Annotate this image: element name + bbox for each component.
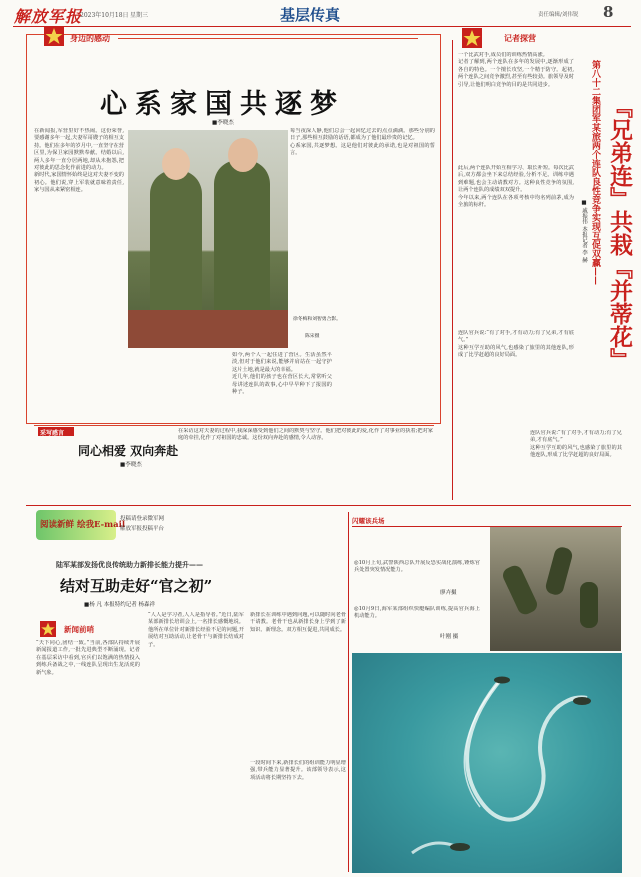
soldier-face bbox=[162, 148, 190, 180]
story2-body-a: “人人是学习者,人人是指导者。”近日,陆军某部新排长培训会上,一名排长感慨地说。他所在单位针对新排长经验不足的问题,开展结对互助活动,让老骨干与新排长结成对子。 bbox=[148, 612, 244, 648]
soldier-face bbox=[228, 138, 258, 172]
news-column: 新闻前哨 bbox=[64, 625, 94, 634]
story2-body-c: 一段时间下来,新排长们的组训能力明显增强,带兵能力显著提升。该部领导表示,这项活动将长期坚持下去。 bbox=[250, 760, 346, 781]
sidebar-col3b: 连队官兵说:“有了对手,才有动力;有了兄弟,才有底气。” 这种互学互助的风气,也感染了旅里的其他连队,形成了比学赶超的良好局面。 bbox=[530, 430, 622, 459]
sidebar-column: 记者探营 bbox=[504, 33, 536, 43]
feature-column: 身边的感动 bbox=[70, 33, 110, 43]
feature-body-left: 在新闻报,军营里好不热闹。这份荣誉,要感谢多年一起,夫妻军哥嫂子的相互支持。他们在多年的岁月中,一直坚守在营区里,为保卫家园默默奉献。结婚以后,两人多年一直分居两地,却从未抱怨,把对彼此的思念化作前进的动力。 新时代,家国情怀始终是这对夫妻不变的初心。他们说,穿上军装就意味着责任,家与国从来紧密相连。 bbox=[34, 128, 124, 194]
sidebar-col1: 一个比武对手,成员们的训练热情高涨。 记者了解到,两个连队在多年的发展中,逐渐形成了各自的特色。一个擅长攻坚,一个精于防守。起初,两个连队之间竞争激烈,甚至有些较劲。旅领导及时引导,让他们明白竞争的目的是共同进步。 bbox=[458, 52, 574, 88]
editors: 责任编辑/刘伟锐 bbox=[538, 12, 579, 18]
photo-credit1: 廖卉摄 bbox=[440, 590, 457, 596]
sidebar-col2: 此后,两个连队开始互相学习、取长补短。每次比武后,双方都会坐下来总结经验,分析不足。训练中遇到难题,也会主动请教对方。这种良性竞争的氛围,让两个连队的成绩双双提升。 今年以来,两个连队在各项考核中均名列前茅,成为全旅的标杆。 bbox=[458, 165, 574, 209]
news-body: “天下同心,团结一致。”当前,各部队持续开展新闻报道工作,一批先进典型不断涌现。记者在基层采访中看到,官兵们以饱满的热情投入到练兵备战之中,一线连队呈现出生龙活虎的新气象。 bbox=[36, 640, 140, 676]
soldier-figure bbox=[500, 563, 539, 617]
photo-caption2: ◎10月9日,海军某部组织快艇编队训练,提高官兵海上机动能力。 bbox=[354, 606, 480, 620]
feature-photo bbox=[128, 130, 288, 348]
sidebar-headline: 『兄弟连』共栽『并蒂花』 bbox=[606, 95, 633, 371]
column-rule bbox=[118, 38, 418, 39]
boat-wakes bbox=[352, 653, 622, 873]
boat-photo bbox=[352, 653, 622, 873]
story2-body-b: 新排长在训练中遇到问题,可以随时向老骨干请教。老骨干也从新排长身上学到了新知识、新理念。双方相互促进,共同成长。 bbox=[250, 612, 346, 633]
header-rule bbox=[13, 26, 631, 27]
books bbox=[128, 310, 288, 348]
photo-caption1: ◎10月上旬,武警陕西总队开展反恐实战化演练,锤炼官兵处置突发情况能力。 bbox=[354, 560, 480, 574]
essay-body: 在采访这对夫妻的过程中,我深深感受到他们之间的默契与坚守。他们把对彼此的爱,化作了对事业的执着;把对家庭的牵挂,化作了对祖国的忠诚。这份双向奔赴的感情,令人动容。 bbox=[178, 428, 433, 442]
essay-byline: ■李晓杰 bbox=[120, 462, 142, 468]
email-logo: 阅读新鲜 绘我E-mail bbox=[40, 520, 126, 530]
photo-column: 闪耀该兵场 bbox=[352, 517, 385, 525]
masthead-date: 2023年10月18日 bbox=[80, 12, 129, 19]
feature-byline: ■李晓杰 bbox=[212, 120, 234, 126]
story2-byline: ■杨 凡 本报特约记者 杨森祥 bbox=[84, 602, 155, 608]
masthead-logo: 解放军报 bbox=[14, 7, 83, 26]
email-sub1: 投稿请登录微军网 bbox=[120, 516, 165, 522]
photo-credit: 陈宋摄 bbox=[305, 334, 320, 339]
essay-title: 同心相爱 双向奔赴 bbox=[78, 444, 179, 458]
sidebar-col3: 连队官兵说:“有了对手,才有动力;有了兄弟,才有底气。” 这种互学互助的风气,也感染了旅里的其他连队,形成了比学赶超的良好局面。 bbox=[458, 330, 574, 359]
photo-credit2: 叶刚 摄 bbox=[440, 634, 459, 640]
mid-rule bbox=[26, 505, 631, 506]
feature-body-mid: 如今,两个人一起住进了营区。生活虽然平淡,但对于他们来说,能够并肩站在一起守护这片土地,就是最大的幸福。 近几年,他们的孩子也在营区长大,常常听父母讲述连队的故事,心中早早种下了报国的种子。 bbox=[232, 352, 332, 396]
photo-caption: 徐冬梅和刘智勇合影。 bbox=[293, 317, 341, 322]
soldier-figure bbox=[150, 170, 202, 320]
page-number: 8 bbox=[603, 3, 614, 21]
sidebar-byline: ■ 戚振伟 本报记者 李 赫 bbox=[581, 200, 587, 263]
soldier-figure bbox=[580, 582, 598, 628]
section-title: 基层传真 bbox=[280, 6, 341, 24]
masthead-weekday: 星期三 bbox=[130, 12, 149, 19]
soldier-figure bbox=[544, 545, 574, 596]
essay-rule bbox=[34, 425, 434, 426]
star-icon bbox=[40, 621, 56, 637]
email-sub2: 解放军报投稿平台 bbox=[120, 526, 165, 532]
story2-headline: 结对互助走好“官之初” bbox=[60, 577, 213, 595]
sidebar-subtitle: 第八十二集团军某旅两个连队良性竞争实现互促双赢—— bbox=[590, 60, 600, 285]
sidebar-divider bbox=[452, 40, 453, 500]
star-icon bbox=[44, 26, 64, 46]
story2-kicker: 陆军某部发扬优良传统助力新排长能力提升—— bbox=[56, 560, 203, 569]
soldier-figure bbox=[214, 160, 270, 320]
essay-column: 采写感言 bbox=[40, 430, 65, 437]
exercise-photo bbox=[490, 527, 621, 651]
photo-divider bbox=[348, 512, 349, 872]
feature-headline: 心系家国共逐梦 bbox=[100, 89, 345, 120]
star-icon bbox=[462, 28, 482, 48]
feature-body-right: 每当夜深人静,他们总会一起回忆过去的点点滴滴。那些分别的日子,那些相互鼓励的话语,都成为了他们最珍贵的记忆。 心系家国,共逐梦想。这是他们对彼此的承诺,也是对祖国的誓言。 bbox=[290, 128, 435, 157]
